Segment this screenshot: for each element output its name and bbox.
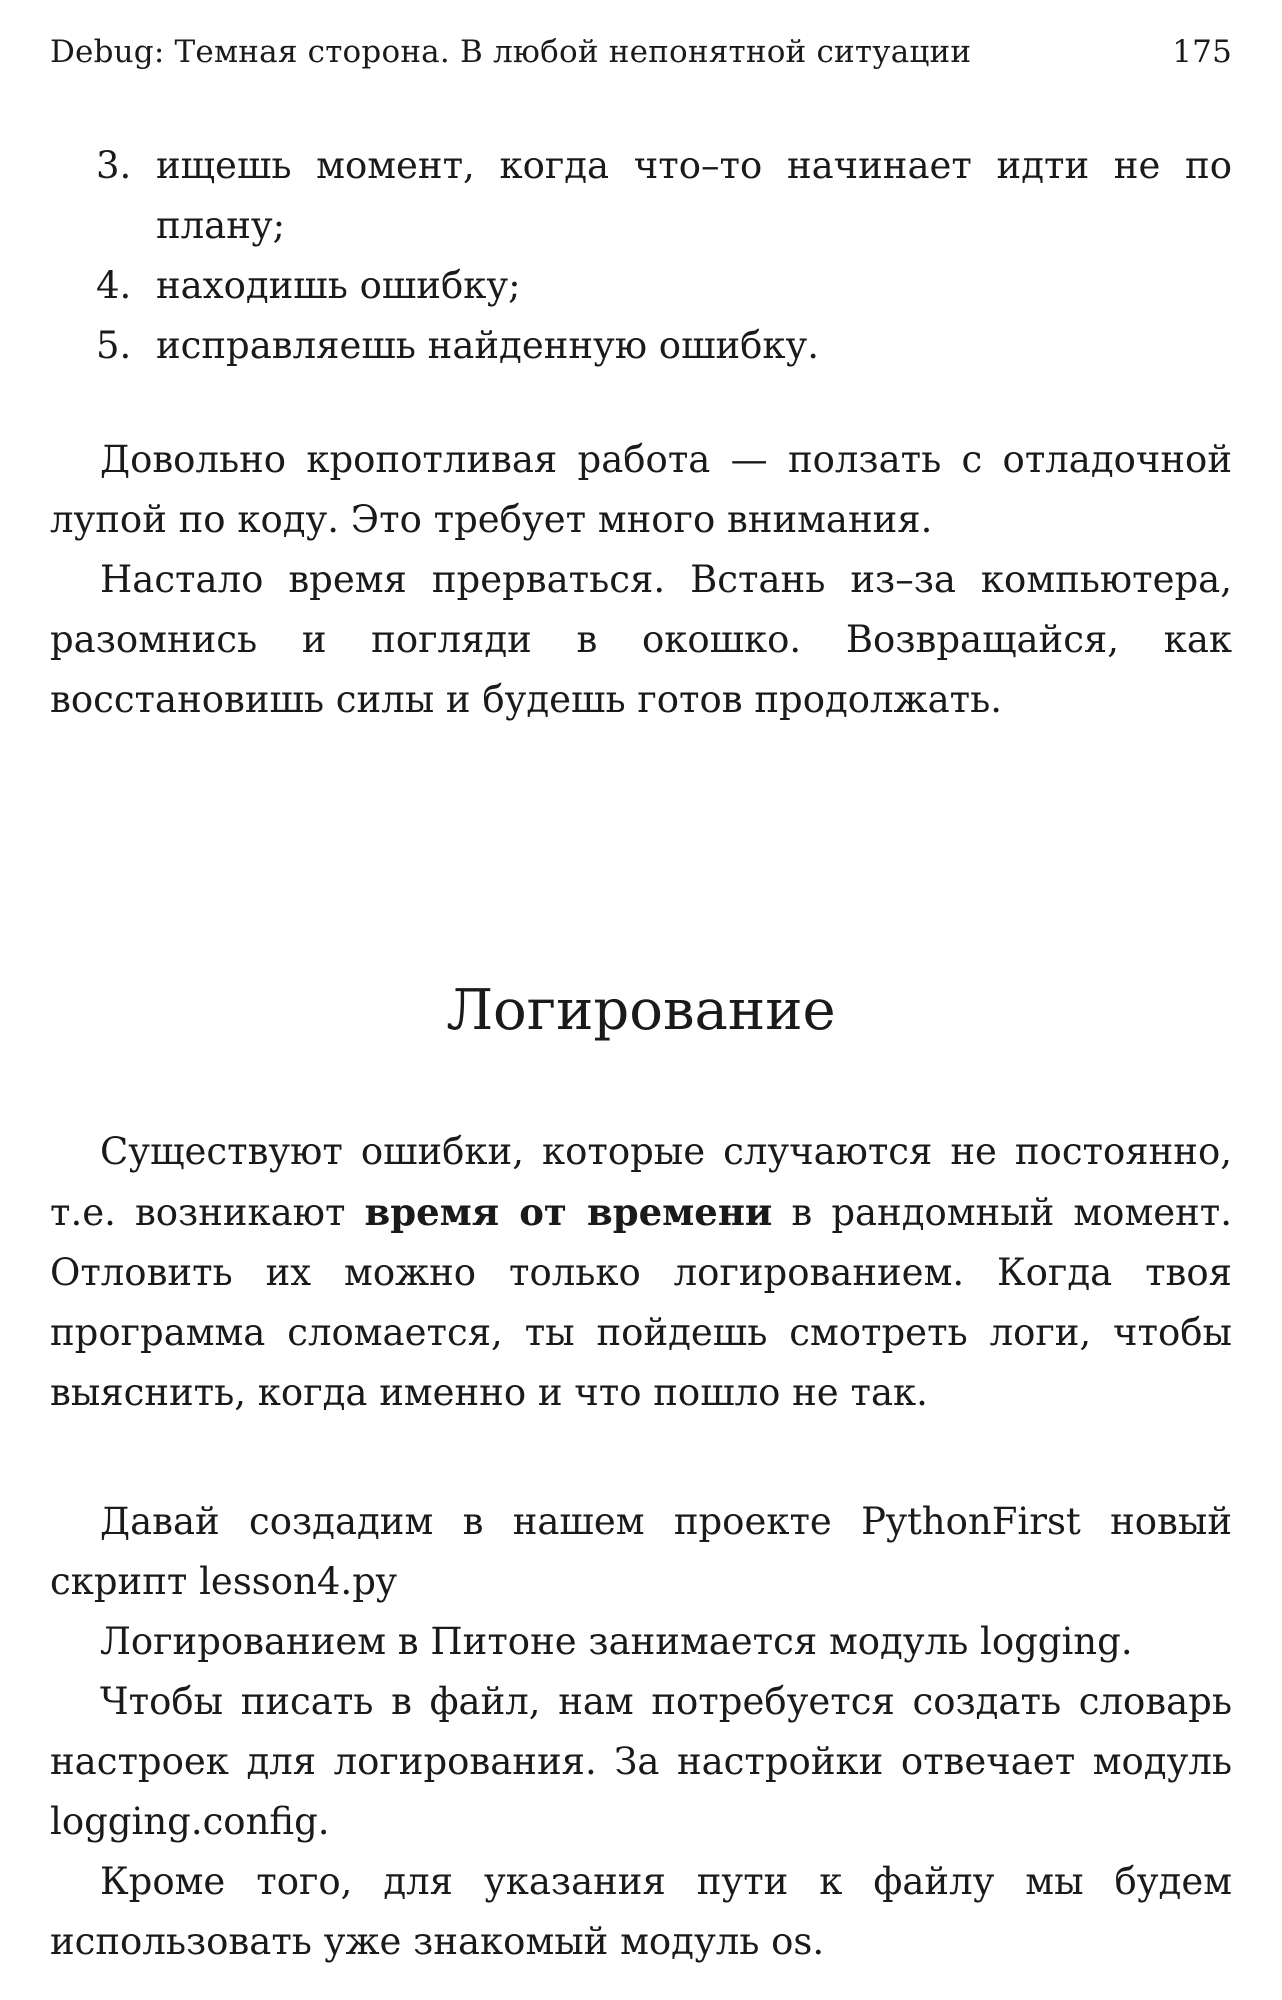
section-2-intro xyxy=(50,1122,1232,1423)
section-heading: Логирование xyxy=(446,978,836,1043)
paragraph-text: Существуют ошибки, которые случаются не постоянно, т.е. возникают xyxy=(50,1130,1232,1234)
paragraph: Давай создадим в нашем проекте PythonFirst новый скрипт lesson4.py xyxy=(50,1500,1232,1603)
list-item-text: ищешь момент, когда что–то начинает идти не по плану; xyxy=(156,144,1232,247)
paragraph: Кроме того, для указания пути к файлу мы будем использовать уже знакомый модуль os. xyxy=(50,1860,1232,1963)
paragraph xyxy=(50,1122,1232,1423)
page-number: 175 xyxy=(1172,34,1232,70)
paragraph: Довольно кропотливая работа — ползать с отладочной лупой по коду. Это требует много внимания. xyxy=(50,438,1232,541)
section-2-body xyxy=(50,1492,1232,1972)
paragraph: Чтобы писать в файл, нам потребуется создать словарь настроек для логирования. За настройки отвечает модуль logging.config. xyxy=(50,1680,1232,1843)
list-item-number: 3. xyxy=(96,144,132,187)
list-item-text: исправляешь найденную ошибку. xyxy=(156,324,820,367)
bold-phrase: время от времени xyxy=(364,1190,773,1234)
list-item-text: находишь ошибку; xyxy=(156,264,521,307)
list-item xyxy=(50,316,1232,376)
running-header xyxy=(50,34,1232,78)
paragraph-text: в рандомный момент. Отловить их можно только логированием. Когда твоя программа сломается, ты пойдешь смотреть логи, чтобы выяснить, когда именно и что пошло не так. xyxy=(50,1191,1233,1414)
section-1-text xyxy=(50,430,1232,730)
list-item xyxy=(50,256,1232,316)
paragraph: Настало время прерваться. Встань из–за компьютера, разомнись и погляди в окошко. Возвращайся, как восстановишь силы и будешь готов продолжать. xyxy=(50,558,1232,721)
running-title: Debug: Темная сторона. В любой непонятной ситуации xyxy=(50,34,972,70)
list-item-number: 4. xyxy=(96,264,132,307)
paragraph: Логированием в Питоне занимается модуль logging. xyxy=(100,1620,1133,1663)
list-item xyxy=(50,136,1232,256)
numbered-list-block xyxy=(50,136,1232,376)
numbered-list xyxy=(50,136,1232,376)
list-item-number: 5. xyxy=(96,324,132,367)
